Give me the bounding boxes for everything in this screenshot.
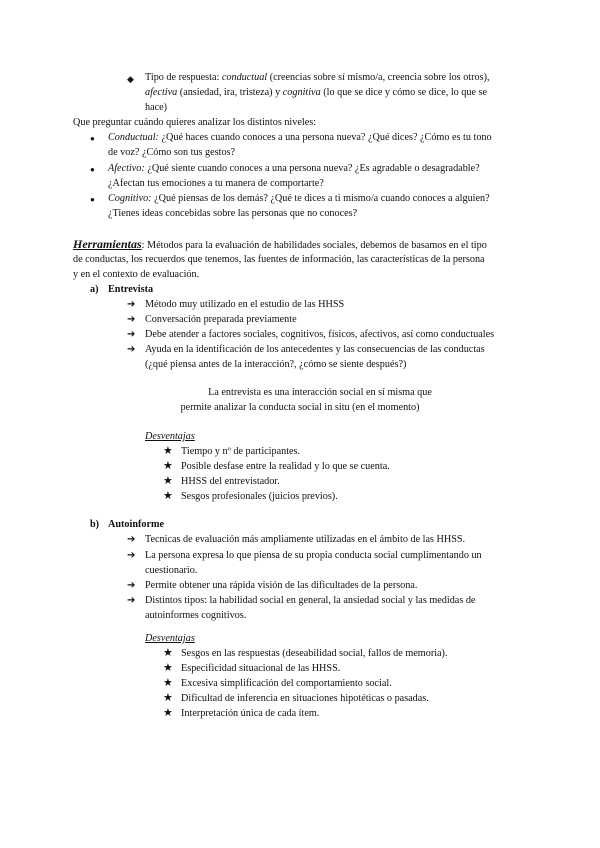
star-icon: ★: [163, 490, 173, 502]
bullet-icon: ●: [90, 195, 95, 204]
star-icon: ★: [163, 677, 173, 689]
diamond-bullet-icon: ◆: [127, 74, 134, 84]
selfreport-point-2-line-2: cuestionario.: [145, 565, 198, 576]
arrow-icon: ➔: [127, 314, 136, 325]
section-b-letter: b): [90, 519, 100, 530]
selfreport-point-4-line-2: autoinformes cognitivos.: [145, 610, 247, 621]
interview-point-2: Conversación preparada previamente: [145, 314, 297, 325]
level-cognitivo-line-1: Cognitivo: ¿Qué piensas de los demás? ¿Qué te dices a ti mismo/a cuando conoces a alguien?: [108, 193, 490, 204]
interview-point-4-line-1: Ayuda en la identificación de los antecedentes y las consecuencias de las conductas: [145, 344, 485, 355]
interview-con-4: Sesgos profesionales (juicios previos).: [181, 491, 338, 502]
interview-cons-label: Desventajas: [145, 431, 195, 442]
bullet-icon: ●: [90, 134, 95, 143]
section-b-title: Autoinforme: [108, 519, 165, 530]
selfreport-con-3: Excesiva simplificación del comportamiento social.: [181, 678, 392, 689]
level-conductual-line-2: de voz? ¿Cómo son tus gestos?: [108, 147, 236, 158]
arrow-icon: ➔: [127, 344, 136, 355]
selfreport-point-2-line-1: La persona expresa lo que piensa de su propia conducta social cumplimentando un: [145, 550, 482, 561]
selfreport-point-3: Permite obtener una rápida visión de las dificultades de la persona.: [145, 580, 418, 591]
arrow-icon: ➔: [127, 580, 136, 591]
selfreport-cons-label: Desventajas: [145, 633, 195, 644]
arrow-icon: ➔: [127, 534, 136, 545]
level-conductual-line-1: Conductual: ¿Qué haces cuando conoces a una persona nueva? ¿Qué dices? ¿Cómo es tu tono: [108, 132, 492, 143]
star-icon: ★: [163, 647, 173, 659]
level-afectivo-line-1: Afectivo: ¿Qué siente cuando conoces a una persona nueva? ¿Es agradable o desagradable?: [108, 163, 480, 174]
interview-con-3: HHSS del entrevistador.: [181, 476, 280, 487]
response-type-line-3: hace): [145, 102, 168, 113]
interview-point-4-line-2: (¿qué piensa antes de la interacción?, ¿cómo se siente después?): [145, 359, 407, 370]
interview-con-1: Tiempo y nº de participantes.: [181, 446, 301, 457]
response-type-line-2: afectiva (ansiedad, ira, tristeza) y cognitiva (lo que se dice y cómo se dice, lo que se: [145, 87, 488, 98]
tools-line-2: de conductas, los recuerdos que tenemos, las fuentes de información, las características de la persona: [73, 254, 485, 265]
arrow-icon: ➔: [127, 550, 136, 561]
tools-line-3: y en el contexto de evaluación.: [73, 269, 200, 280]
arrow-icon: ➔: [127, 329, 136, 340]
interview-point-3: Debe atender a factores sociales, cognitivos, físicos, afectivos, así como conductuales: [145, 329, 495, 340]
arrow-icon: ➔: [127, 299, 136, 310]
interview-quote-line-2: permite analizar la conducta social in situ (en el momento): [180, 402, 420, 413]
tools-heading: Herramientas: [73, 237, 142, 251]
selfreport-con-5: Interpretación única de cada ítem.: [181, 708, 320, 719]
interview-con-2: Posible desfase entre la realidad y lo que se cuenta.: [181, 461, 390, 472]
star-icon: ★: [163, 692, 173, 704]
bullet-icon: ●: [90, 165, 95, 174]
arrow-icon: ➔: [127, 595, 136, 606]
star-icon: ★: [163, 460, 173, 472]
star-icon: ★: [163, 445, 173, 457]
level-cognitivo-line-2: ¿Tienes ideas concebidas sobre las personas que no conoces?: [108, 208, 358, 219]
star-icon: ★: [163, 475, 173, 487]
selfreport-point-1: Tecnicas de evaluación más ampliamente utilizadas en el ámbito de las HHSS.: [145, 534, 466, 545]
selfreport-con-1: Sesgos en las respuestas (deseabilidad social, fallos de memoria).: [181, 648, 448, 659]
level-afectivo-line-2: ¿Afectan tus emociones a tu manera de comportarte?: [108, 178, 324, 189]
interview-point-1: Método muy utilizado en el estudio de las HHSS: [145, 299, 345, 310]
tools-line-1: Herramientas: Métodos para la evaluación de habilidades sociales, debemos de basamos en el tipo: [73, 237, 487, 251]
response-type-line-1: Tipo de respuesta: conductual (creencias sobre sí mismo/a, creencia sobre los otros),: [145, 72, 490, 83]
star-icon: ★: [163, 662, 173, 674]
levels-intro: Que preguntar cuándo quieres analizar los distintos niveles:: [73, 117, 317, 128]
section-a-letter: a): [90, 284, 99, 295]
star-icon: ★: [163, 707, 173, 719]
selfreport-con-2: Especificidad situacional de las HHSS.: [181, 663, 341, 674]
selfreport-point-4-line-1: Distintos tipos: la habilidad social en general, la ansiedad social y las medidas de: [145, 595, 476, 606]
section-a-title: Entrevista: [108, 284, 154, 295]
selfreport-con-4: Dificultad de inferencia en situaciones hipotéticas o pasadas.: [181, 693, 429, 704]
interview-quote-line-1: La entrevista es una interacción social en sí misma que: [208, 387, 432, 398]
